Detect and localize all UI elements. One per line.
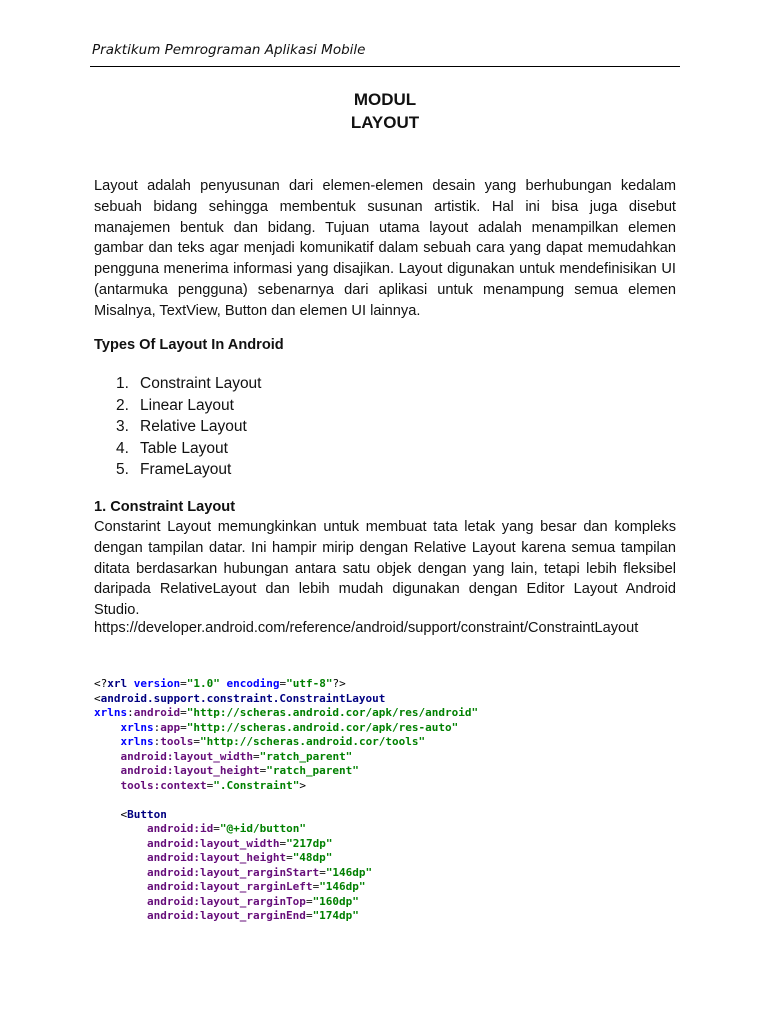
list-item xyxy=(116,373,262,395)
page-title xyxy=(90,88,680,134)
code-line: android:layout_rarginEnd="174dp" xyxy=(146,909,359,922)
code-line: android:layout_rarginStart="146dp" xyxy=(146,865,373,879)
list-label: Table Layout xyxy=(140,439,228,457)
code-line: <Button xyxy=(120,807,167,821)
code-line: xrlns:tools="http://scheras.android.cor/tools" xyxy=(120,735,426,748)
intro-paragraph: Layout adalah penyusunan dari elemen-elemen desain yang berhubungan kedalam sebuah bidang sehingga membentuk susunan artistik. Hal ini bisa juga disebut manajemen bentuk dan bidang. Tujuan utama layout adalah menampilkan elemen gambar dan teks agar menjadi komunikatif dalam sebuah cara yang dapat memudahkan pengguna menerima informasi yang disajikan. Layout digunakan untuk mendefinisikan UI (antarmuka pengguna) sebenarnya dari aplikasi untuk menampung semua elemen Misalnya, TextView, Button dan elemen UI lainnya. xyxy=(94,178,676,319)
list-number: 3. xyxy=(116,418,129,436)
list-item xyxy=(116,438,262,460)
header-rule xyxy=(90,66,680,67)
title-line-layout: LAYOUT xyxy=(350,113,420,132)
code-line: tools:context=".Constraint"> xyxy=(120,778,306,792)
code-line: android:layout_width="217dp" xyxy=(146,836,333,850)
code-line: android:layout_rarginTop="160dp" xyxy=(146,894,359,908)
list-label: Constraint Layout xyxy=(140,375,262,392)
code-line: xrlns:android="http://scheras.android.cor/apk/res/android" xyxy=(94,706,479,719)
list-number: 4. xyxy=(116,439,129,457)
code-line: <android.support.constraint.ConstraintLayout xyxy=(94,691,386,705)
list-number: 1. xyxy=(116,375,129,392)
code-line: xrlns:app="http://scheras.android.cor/apk/res-auto" xyxy=(120,720,459,734)
xml-code-block xyxy=(94,677,478,924)
reference-url: https://developer.android.com/reference/android/support/constraint/ConstraintLayout xyxy=(94,620,639,636)
code-line: android:layout_width="ratch_parent" xyxy=(120,749,353,763)
code-line: android:layout_height="ratch_parent" xyxy=(120,764,359,777)
types-heading: Types Of Layout In Android xyxy=(94,337,284,353)
code-line: android:id="@+id/button" xyxy=(146,822,306,835)
constraint-heading: 1. Constraint Layout xyxy=(94,499,236,515)
layout-types-list xyxy=(116,373,262,481)
list-number: 5. xyxy=(116,461,129,479)
title-line-modul: MODUL xyxy=(353,90,417,109)
code-line: android:layout_height="48dp" xyxy=(146,851,333,864)
list-label: Linear Layout xyxy=(140,396,234,414)
list-item xyxy=(116,416,262,438)
running-header: Praktikum Pemrograman Aplikasi Mobile xyxy=(92,42,366,58)
list-label: Relative Layout xyxy=(140,418,247,436)
list-label: FrameLayout xyxy=(140,461,232,479)
constraint-paragraph: Constarint Layout memungkinkan untuk membuat tata letak yang besar dan kompleks dengan tampilan datar. Ini hampir mirip dengan Relative Layout karena semua tampilan ditata berdasarkan hubungan antara satu objek dengan yang lain, tetapi lebih fleksibel daripada RelativeLayout dan lebih mudah digunakan dengan Editor Layout Android Studio. xyxy=(94,519,676,619)
list-item xyxy=(116,395,262,417)
code-line: android:layout_rarginLeft="146dp" xyxy=(146,880,366,893)
list-number: 2. xyxy=(116,396,129,414)
code-line: <?xrl version="1.0" encoding="utf-8"?> xyxy=(94,677,346,690)
list-item xyxy=(116,459,262,481)
